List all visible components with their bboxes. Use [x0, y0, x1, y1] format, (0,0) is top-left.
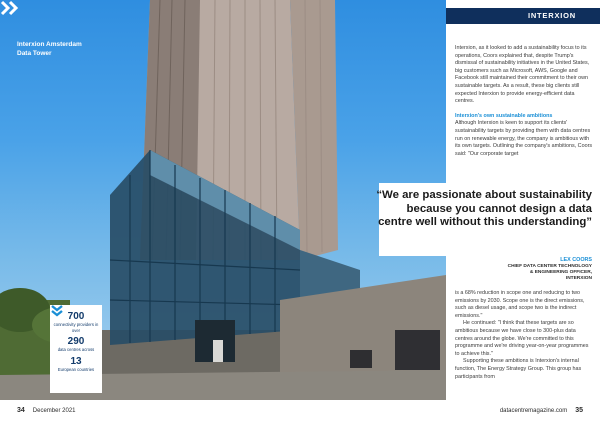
- article-paragraph: Although Interxion is keen to support its clients' sustainability targets by providing them with data centres run on renewable energy, the company is ambitious with its own targets. Outlining the company's ambitions, Coors said: "Our corporate target: [455, 120, 593, 157]
- article-subhead: Interxion's own sustainable ambitions: [455, 112, 553, 119]
- article-paragraph: Interxion, as it looked to add a sustainability focus to its operations, Coors explained that, despite Trump's dismissal of sustainability initiatives in the United States, big customers such as Microsoft, AWS, Google and Facebook still maintained their commitment to their own sustainable targets. As a result, these big clients still expected Interxion to provide energy-efficient data centres.: [455, 45, 590, 105]
- article-paragraph: is a 68% reduction in scope one and reducing to two emissions by 2030. Scope one is the direct emissions, such as diesel usage, and scope two is the indirect emissions.": [455, 290, 585, 319]
- pull-quote: “We are passionate about sustainability because you cannot design a data centre well without this understanding”: [376, 189, 592, 228]
- stat-number: 290: [67, 336, 85, 347]
- issue-date: December 2021: [32, 408, 76, 414]
- stat-label: connectivity providers in over: [53, 322, 99, 333]
- stat-number: 13: [70, 355, 82, 367]
- pull-quote-box: [376, 183, 600, 256]
- stats-box: [50, 305, 102, 393]
- chevron-right-icon: [0, 0, 20, 16]
- quote-name: LEX COORS: [560, 257, 592, 263]
- chevron-down-icon: [50, 305, 64, 317]
- article-paragraph: He continued: "I think that these targets are so ambitious because we have close to 300-plus data centres around the globe. We're committed to this programme and we're driving year-on-year programmes to achieve this.": [455, 320, 589, 357]
- section-header-label: INTERXION: [527, 11, 576, 20]
- page-footer: [0, 400, 600, 424]
- stat-label: European countries: [57, 366, 95, 372]
- page-number-right: 35: [575, 407, 583, 414]
- stat-number: 700: [67, 311, 85, 322]
- article-paragraph: Supporting these ambitions is Interxion's internal function, The Energy Strategy Group. This group has participants from: [455, 358, 582, 380]
- section-header: [446, 8, 600, 24]
- caption-line-1: Interxion Amsterdam: [17, 41, 82, 48]
- quote-role-line: CHIEF DATA CENTER TECHNOLOGY: [507, 264, 592, 269]
- quote-role-line: & ENGINEERING OFFICER,: [529, 270, 592, 275]
- caption-line-2: Data Tower: [17, 50, 52, 57]
- footer-left: [17, 407, 76, 414]
- photo-caption: [17, 40, 127, 58]
- quote-role-line: INTERXION: [565, 276, 592, 281]
- quote-attribution: [442, 257, 592, 282]
- article-column-top: [455, 45, 593, 165]
- stat-label: data centres across: [57, 347, 95, 352]
- footer-right: [500, 407, 583, 414]
- page-number-left: 34: [17, 407, 25, 414]
- website-link[interactable]: datacentremagazine.com: [499, 408, 568, 414]
- article-column-bottom: [455, 290, 593, 381]
